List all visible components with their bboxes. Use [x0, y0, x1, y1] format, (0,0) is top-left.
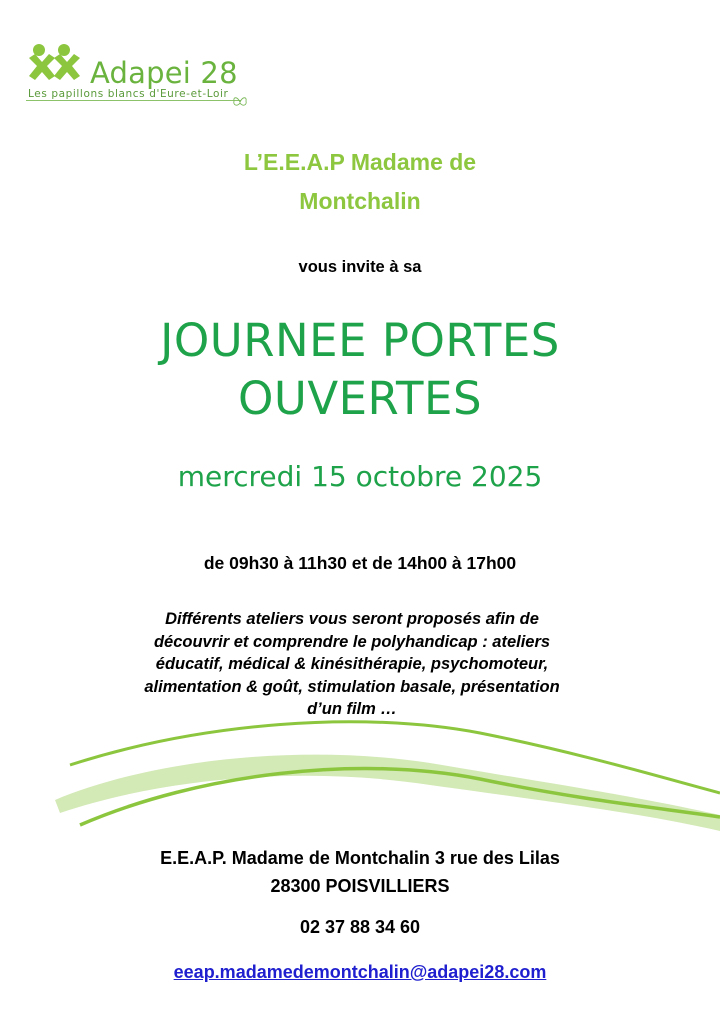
- address: [0, 844, 720, 900]
- address-line-2: 28300 POISVILLIERS: [270, 876, 450, 896]
- opening-hours: de 09h30 à 11h30 et de 14h00 à 17h00: [203, 553, 517, 573]
- logo-tagline: Les papillons blancs d'Eure-et-Loir: [28, 88, 229, 100]
- invite-text: vous invite à sa: [298, 258, 422, 276]
- email-link[interactable]: eeap.madamedemontchalin@adapei28.com: [173, 962, 547, 982]
- description-line: d’un film …: [307, 700, 397, 718]
- workshops-description: [72, 608, 632, 721]
- description-line: alimentation & goût, stimulation basale, présentation: [144, 677, 560, 696]
- description-line: Différents ateliers vous seront proposés afin de: [165, 610, 539, 628]
- organization-name: [0, 143, 720, 221]
- event-title-line-2: OUVERTES: [237, 372, 483, 425]
- description-line: éducatif, médical & kinésithérapie, psychomoteur,: [155, 655, 549, 673]
- org-line-1: L’E.E.A.P Madame de: [243, 149, 477, 175]
- logo-divider: [26, 100, 241, 101]
- decorative-swoosh: [0, 705, 720, 840]
- butterfly-icon: [232, 96, 248, 108]
- adapei-logo: [26, 40, 256, 112]
- event-title-line-1: JOURNEE PORTES: [160, 314, 560, 367]
- phone-number: 02 37 88 34 60: [299, 917, 421, 937]
- logo-name: Adapei 28: [90, 56, 238, 90]
- description-line: découvrir et comprendre le polyhandicap : ateliers: [153, 632, 551, 651]
- email-container: [0, 962, 720, 983]
- org-line-2: Montchalin: [299, 188, 421, 214]
- event-date: mercredi 15 octobre 2025: [177, 460, 543, 493]
- people-figures-icon: [26, 42, 90, 92]
- event-title: [0, 312, 720, 428]
- address-line-1: E.E.A.P. Madame de Montchalin 3 rue des Lilas: [160, 848, 560, 868]
